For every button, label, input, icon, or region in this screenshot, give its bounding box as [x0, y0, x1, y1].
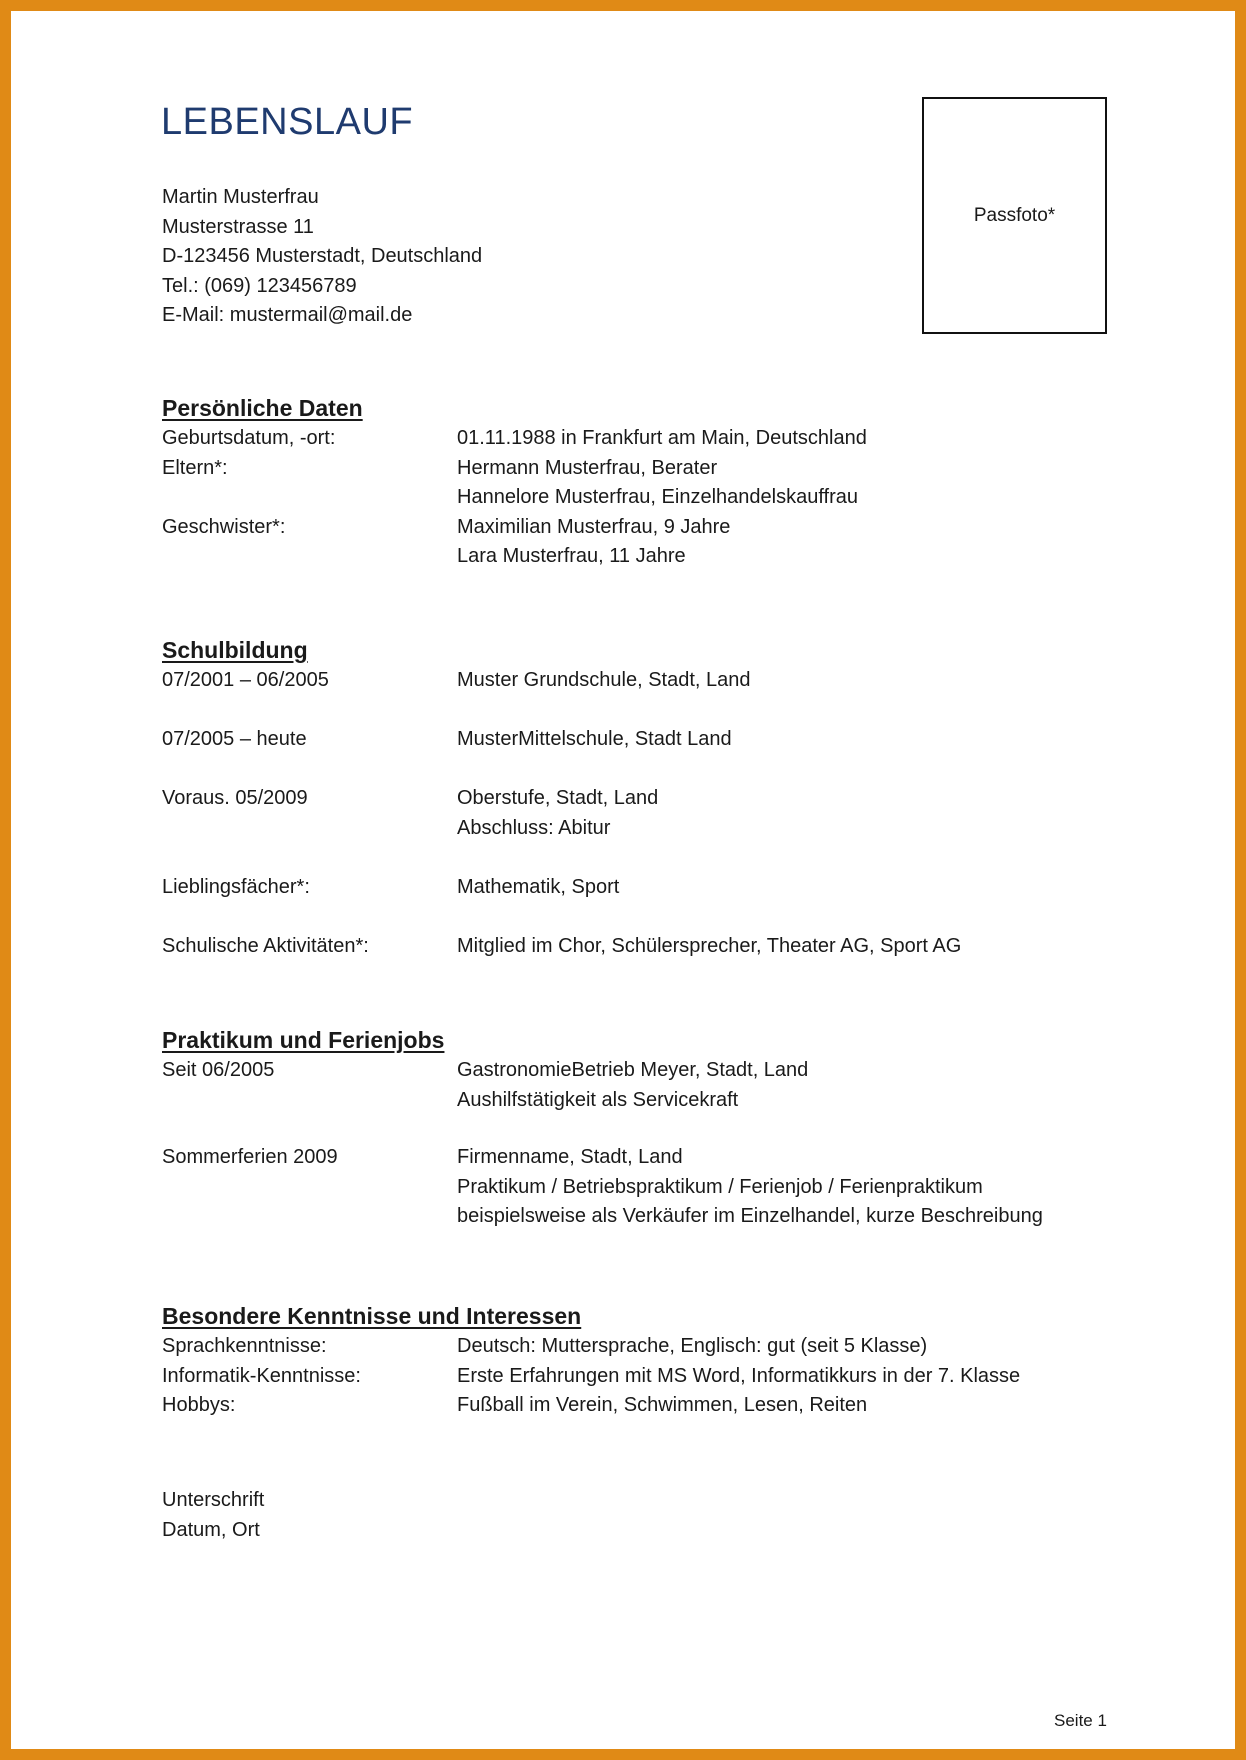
school-row: [162, 873, 1112, 903]
row-label: Geschwister*:: [162, 515, 286, 538]
row-value: 01.11.1988 in Frankfurt am Main, Deutschland: [457, 427, 867, 449]
row-value: Muster Grundschule, Stadt, Land: [457, 669, 751, 691]
row-label: Eltern*:: [162, 456, 228, 479]
internship-row: [162, 1143, 1112, 1232]
row-label: 07/2005 – heute: [162, 728, 307, 750]
section-heading: Schulbildung: [162, 637, 308, 663]
contact-email: E-Mail: mustermail@mail.de: [162, 304, 413, 326]
row-label: Seit 06/2005: [162, 1059, 275, 1081]
row-value: Erste Erfahrungen mit MS Word, Informatikkurs in der 7. Klasse: [457, 1364, 1021, 1387]
section-heading: Praktikum und Ferienjobs: [162, 1027, 445, 1053]
school-row: [162, 784, 1112, 843]
contact-name: Martin Musterfrau: [162, 186, 319, 208]
row-value: GastronomieBetrieb Meyer, Stadt, Land: [457, 1059, 809, 1081]
row-value: Lara Musterfrau, 11 Jahre: [457, 545, 686, 567]
row-value: beispielsweise als Verkäufer im Einzelhandel, kurze Beschreibung: [457, 1205, 1043, 1227]
page-number: Seite 1: [1054, 1711, 1107, 1730]
row-value: Oberstufe, Stadt, Land: [457, 787, 659, 809]
row-value: Fußball im Verein, Schwimmen, Lesen, Reiten: [457, 1394, 868, 1416]
photo-label: Passfoto*: [973, 205, 1056, 226]
skills-row: [162, 1391, 1112, 1421]
row-label: Sommerferien 2009: [162, 1146, 338, 1168]
section-heading: Besondere Kenntnisse und Interessen: [162, 1303, 582, 1329]
row-label: Informatik-Kenntnisse:: [162, 1364, 361, 1387]
school-row: [162, 666, 1112, 696]
row-value: MusterMittelschule, Stadt Land: [457, 728, 732, 750]
row-value: Firmenname, Stadt, Land: [457, 1146, 683, 1168]
row-value: Mathematik, Sport: [457, 875, 620, 898]
row-value: Praktikum / Betriebspraktikum / Ferienjob / Ferienpraktikum: [457, 1175, 983, 1198]
internship-row: [162, 1056, 1112, 1115]
section-heading: Persönliche Daten: [162, 395, 363, 421]
skills-row: [162, 1362, 1112, 1392]
row-label: Voraus. 05/2009: [162, 787, 308, 809]
row-value: Aushilfstätigkeit als Servicekraft: [457, 1088, 739, 1111]
row-label: Schulische Aktivitäten*:: [162, 934, 369, 957]
row-label: 07/2001 – 06/2005: [162, 669, 329, 691]
contact-city: D-123456 Musterstadt, Deutschland: [162, 245, 483, 267]
row-value: Maximilian Musterfrau, 9 Jahre: [457, 515, 731, 538]
section-skills: [162, 1300, 1112, 1421]
section-internship: [162, 1024, 1112, 1232]
row-value: Hannelore Musterfrau, Einzelhandelskauffrau: [457, 486, 858, 508]
row-label: Geburtsdatum, -ort:: [162, 427, 336, 449]
contact-block: [162, 183, 482, 331]
personal-row-birth: [162, 424, 1112, 454]
section-school: [162, 634, 1112, 961]
contact-street: Musterstrasse 11: [162, 215, 314, 238]
signature-block: [162, 1485, 264, 1545]
school-row: [162, 932, 1112, 962]
row-value: Abschluss: Abitur: [457, 816, 611, 839]
row-label: Lieblingsfächer*:: [162, 875, 310, 898]
signature-label: Unterschrift: [162, 1489, 265, 1511]
photo-placeholder: [922, 97, 1107, 334]
row-value: Deutsch: Muttersprache, Englisch: gut (seit 5 Klasse): [457, 1335, 928, 1357]
row-value: Mitglied im Chor, Schülersprecher, Theater AG, Sport AG: [457, 934, 962, 957]
section-personal: [162, 392, 1112, 572]
personal-row-siblings: [162, 513, 1112, 572]
row-label: Hobbys:: [162, 1394, 236, 1416]
row-value: Hermann Musterfrau, Berater: [457, 456, 718, 479]
personal-row-parents: [162, 454, 1112, 513]
date-place-label: Datum, Ort: [162, 1519, 260, 1541]
school-row: [162, 725, 1112, 755]
row-label: Sprachkenntnisse:: [162, 1335, 327, 1357]
contact-phone: Tel.: (069) 123456789: [162, 274, 357, 297]
document-title: LEBENSLAUF: [161, 101, 414, 143]
skills-row: [162, 1332, 1112, 1362]
